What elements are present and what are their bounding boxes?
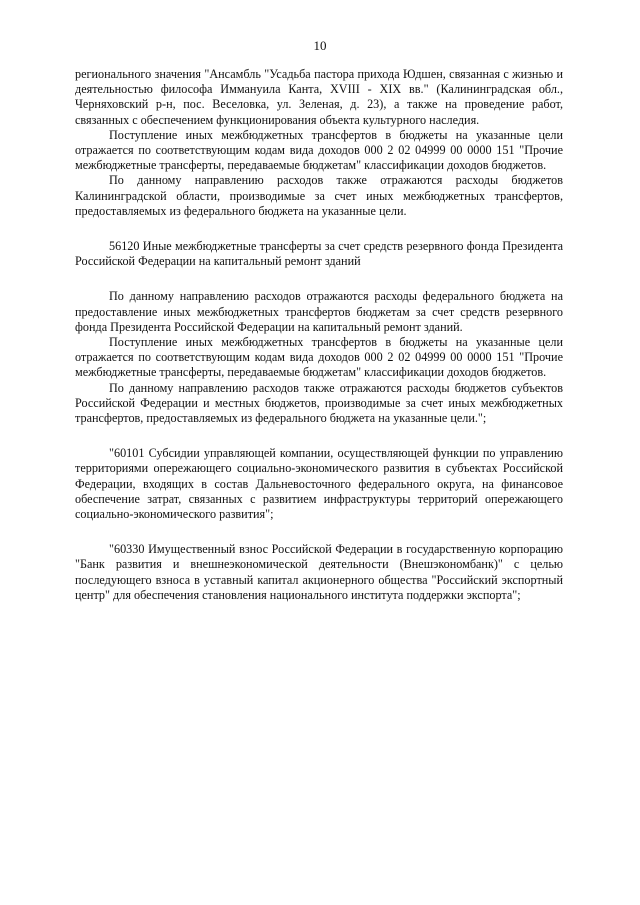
section-heading-60330: "60330 Имущественный взнос Российской Федерации в государственную корпорацию "Банк развития и внешнеэкономической деятельности (Внешэкономбанк)" с целью последующего взноса в уставный капитал акционерного общества "Российский экспортный центр" для обеспечения становления национального института поддержки экспорта"; — [75, 542, 563, 602]
paragraph-subject-expenses: По данному направлению расходов также отражаются расходы бюджетов субъектов Российской Федерации и местных бюджетов, производимые за счет иных межбюджетных трансфертов, предоставляемых из федерального бюджета на указанные цели."; — [75, 380, 563, 426]
paragraph-income-receipt-1: Поступление иных межбюджетных трансфертов в бюджеты на указанные цели отражается по соответствующим кодам вида доходов 000 2 02 04999 00 0000 151 "Прочие межбюджетные трансферты, передаваемые бюджетам" классификации доходов бюджетов. — [75, 127, 563, 173]
section-heading-60101: "60101 Субсидии управляющей компании, осуществляющей функции по управлению территориями опережающего социально-экономического развития в субъектах Российской Федерации, входящих в состав Дальневосточного федерального округа, на финансовое обеспечение затрат, связанных с развитием инфраструктуры территорий опережающего социально-экономического развития"; — [75, 446, 563, 522]
paragraph-continuation: регионального значения "Ансамбль "Усадьба пастора прихода Юдшен, связанная с жизнью и деятельностью философа Иммануила Канта, XVIII - XIX вв." (Калининградская обл., Черняховский р-н, пос. Веселовка, ул. Зеленая, д. 23), а также на проведение работ, связанных с обеспечением функционирования объекта культурного наследия. — [75, 67, 563, 127]
page-number: 10 — [313, 38, 327, 53]
document-body — [75, 67, 563, 603]
paragraph-regional-expenses: По данному направлению расходов также отражаются расходы бюджетов Калининградской области, производимые за счет иных межбюджетных трансфертов, предоставляемых из федерального бюджета на указанные цели. — [75, 173, 563, 218]
paragraph-income-receipt-2: Поступление иных межбюджетных трансфертов в бюджеты на указанные цели отражается по соответствующим кодам вида доходов 000 2 02 04999 00 0000 151 "Прочие межбюджетные трансферты, передаваемые бюджетам" классификации доходов бюджетов. — [75, 335, 563, 380]
paragraph-federal-expenses: По данному направлению расходов отражаются расходы федерального бюджета на предоставление иных межбюджетных трансфертов бюджетам за счет средств резервного фонда Президента Российской Федерации на капитальный ремонт зданий. — [75, 289, 563, 334]
section-heading-56120: 56120 Иные межбюджетные трансферты за счет средств резервного фонда Президента Российской Федерации на капитальный ремонт зданий — [75, 239, 563, 269]
